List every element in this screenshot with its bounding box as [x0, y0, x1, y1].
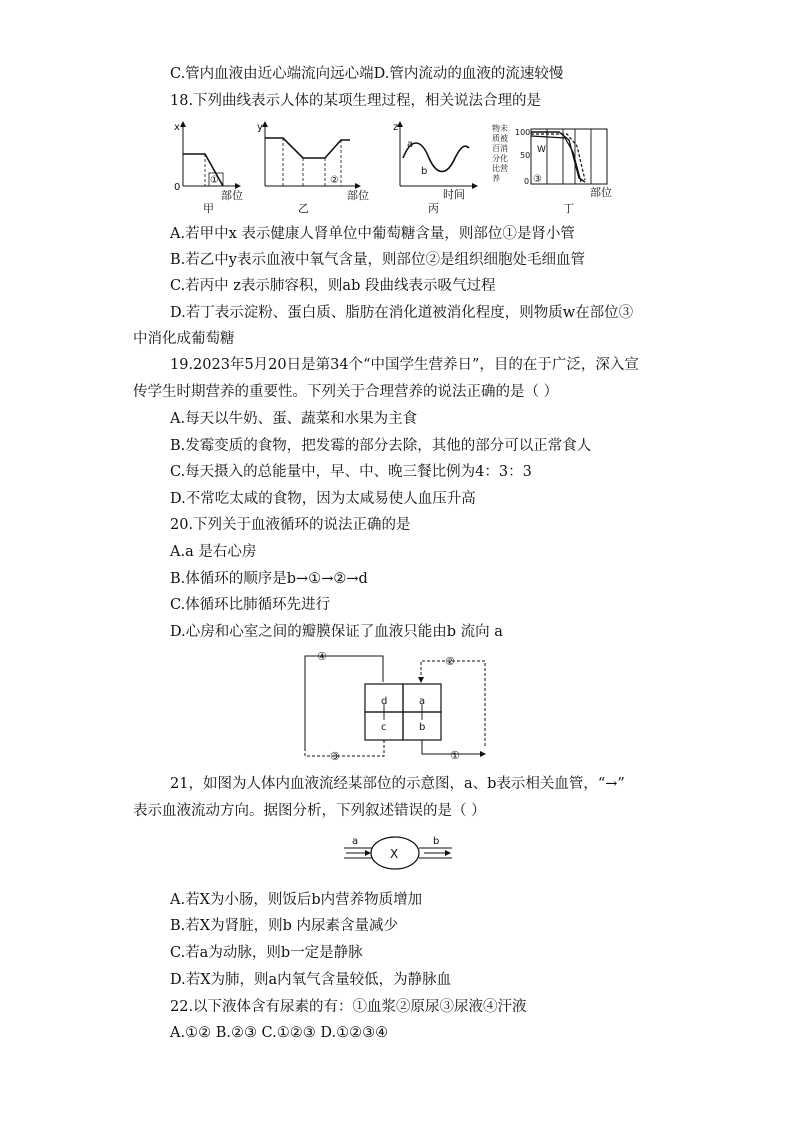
graph-yi-caption: 乙 — [298, 202, 309, 215]
graph-ding-ylabel-3: 百消 — [492, 144, 508, 153]
graph-ding-ylabel-1: 物未 — [492, 124, 508, 133]
q18-option-b: B.若乙中y表示血液中氧气含量，则部位②是组织细胞处毛细血管 — [170, 252, 585, 268]
q21-option-a: A.若X为小肠，则饭后b内营养物质增加 — [170, 892, 423, 908]
graph-ding-w: W — [537, 145, 546, 155]
q18-option-d-line2: 中消化成葡萄糖 — [133, 331, 235, 347]
chamber-c-label: c — [381, 722, 387, 733]
q20-stem: 20.下列关于血液循环的说法正确的是 — [170, 517, 411, 533]
graph-ding — [492, 123, 612, 215]
graph-jia-caption: 甲 — [203, 202, 214, 215]
q20-option-b: B.体循环的顺序是b→①→②→d — [170, 571, 368, 587]
graph-bing-a: a — [407, 139, 414, 150]
marker-3: ③ — [330, 750, 340, 763]
q21-option-c: C.若a为动脉，则b一定是静脉 — [170, 945, 363, 961]
marker-1: ① — [450, 749, 460, 762]
graph-yi-xaxis: 部位 — [347, 189, 369, 202]
chamber-b-label: b — [419, 722, 426, 733]
q17-option-cd: C.管内血液由近心端流向远心端D.管内流动的血液的流速较慢 — [170, 66, 564, 82]
graph-yi-mark: ② — [330, 175, 339, 186]
graph-jia-yaxis: x — [174, 122, 180, 133]
graph-jia — [174, 122, 243, 215]
chamber-d-label: d — [381, 696, 388, 707]
q21-vessel-diagram — [340, 832, 460, 876]
q20-option-a: A.a 是右心房 — [170, 544, 257, 560]
graph-bing-b: b — [421, 166, 428, 177]
graph-jia-xaxis: 部位 — [221, 189, 243, 202]
marker-4: ④ — [317, 650, 327, 663]
graph-yi-yaxis: y — [257, 122, 263, 133]
q21-stem-line2: 表示血液流动方向。据图分析，下列叙述错误的是（ ） — [133, 803, 486, 819]
graph-bing — [393, 122, 477, 215]
q19-option-d: D.不常吃太咸的食物，因为太咸易使人血压升高 — [170, 491, 476, 507]
chamber-a-label: a — [419, 696, 426, 707]
q19-option-a: A.每天以牛奶、蛋、蔬菜和水果为主食 — [170, 411, 418, 427]
q18-option-c: C.若丙中 z表示肺容积，则ab 段曲线表示吸气过程 — [170, 278, 496, 294]
graph-ding-mark: ③ — [533, 174, 542, 185]
graph-yi — [257, 122, 369, 215]
q21-option-d: D.若X为肺，则a内氧气含量较低，为静脉血 — [170, 972, 452, 988]
graph-ding-ylabel-4: 分化 — [492, 154, 508, 163]
q21-stem-line1: 21，如图为人体内血液流经某部位的示意图，a、b表示相关血管，“→” — [170, 776, 625, 792]
graph-ding-tick-0: 0 — [524, 177, 530, 186]
graph-bing-yaxis: z — [393, 122, 399, 133]
graph-jia-mark: ① — [210, 175, 219, 186]
q20-circulation-diagram — [295, 646, 495, 768]
graph-ding-caption: 丁 — [563, 202, 574, 215]
organ-x-label: X — [390, 847, 399, 861]
marker-2: ② — [445, 655, 455, 668]
graph-ding-tick-50: 50 — [520, 151, 531, 160]
graph-bing-caption: 丙 — [428, 202, 439, 215]
q22-stem: 22.以下液体含有尿素的有：①血浆②原尿③尿液④汗液 — [170, 999, 527, 1015]
q21-option-b: B.若X为肾脏，则b 内尿素含量减少 — [170, 918, 398, 934]
q18-graphs-figure — [165, 116, 625, 216]
q19-stem-line2: 传学生时期营养的重要性。下列关于合理营养的说法正确的是（ ） — [133, 384, 559, 400]
q19-option-c: C.每天摄入的总能量中，早、中、晚三餐比例为4：3：3 — [170, 464, 532, 480]
q20-option-d: D.心房和心室之间的瓣膜保证了血液只能由b 流向 a — [170, 624, 503, 640]
q19-option-b: B.发霉变质的食物，把发霉的部分去除，其他的部分可以正常食人 — [170, 438, 592, 454]
graph-ding-ylabel-2: 质被 — [492, 134, 508, 143]
vessel-b-label: b — [433, 836, 440, 847]
q22-options: A.①② B.②③ C.①②③ D.①②③④ — [170, 1025, 389, 1041]
q18-option-a: A.若甲中x 表示健康人肾单位中葡萄糖含量，则部位①是肾小管 — [170, 226, 575, 242]
graph-ding-ylabel-5: 比营 — [492, 164, 508, 173]
q19-stem-line1: 19.2023年5月20日是第34个“中国学生营养日”，目的在于广泛，深入宣 — [170, 357, 639, 373]
vessel-a-label: a — [352, 836, 359, 847]
graph-ding-xaxis: 部位 — [590, 186, 612, 199]
graph-ding-ylabel-6: 养 — [492, 174, 500, 183]
q20-option-c: C.体循环比肺循环先进行 — [170, 597, 331, 613]
graph-bing-xaxis: 时间 — [443, 188, 465, 201]
q18-stem: 18.下列曲线表示人体的某项生理过程，相关说法合理的是 — [170, 93, 542, 109]
graph-ding-tick-100: 100 — [515, 128, 531, 137]
graph-jia-origin: 0 — [174, 182, 181, 193]
q18-option-d-line1: D.若丁表示淀粉、蛋白质、脂肪在消化道被消化程度，则物质w在部位③ — [170, 305, 634, 321]
